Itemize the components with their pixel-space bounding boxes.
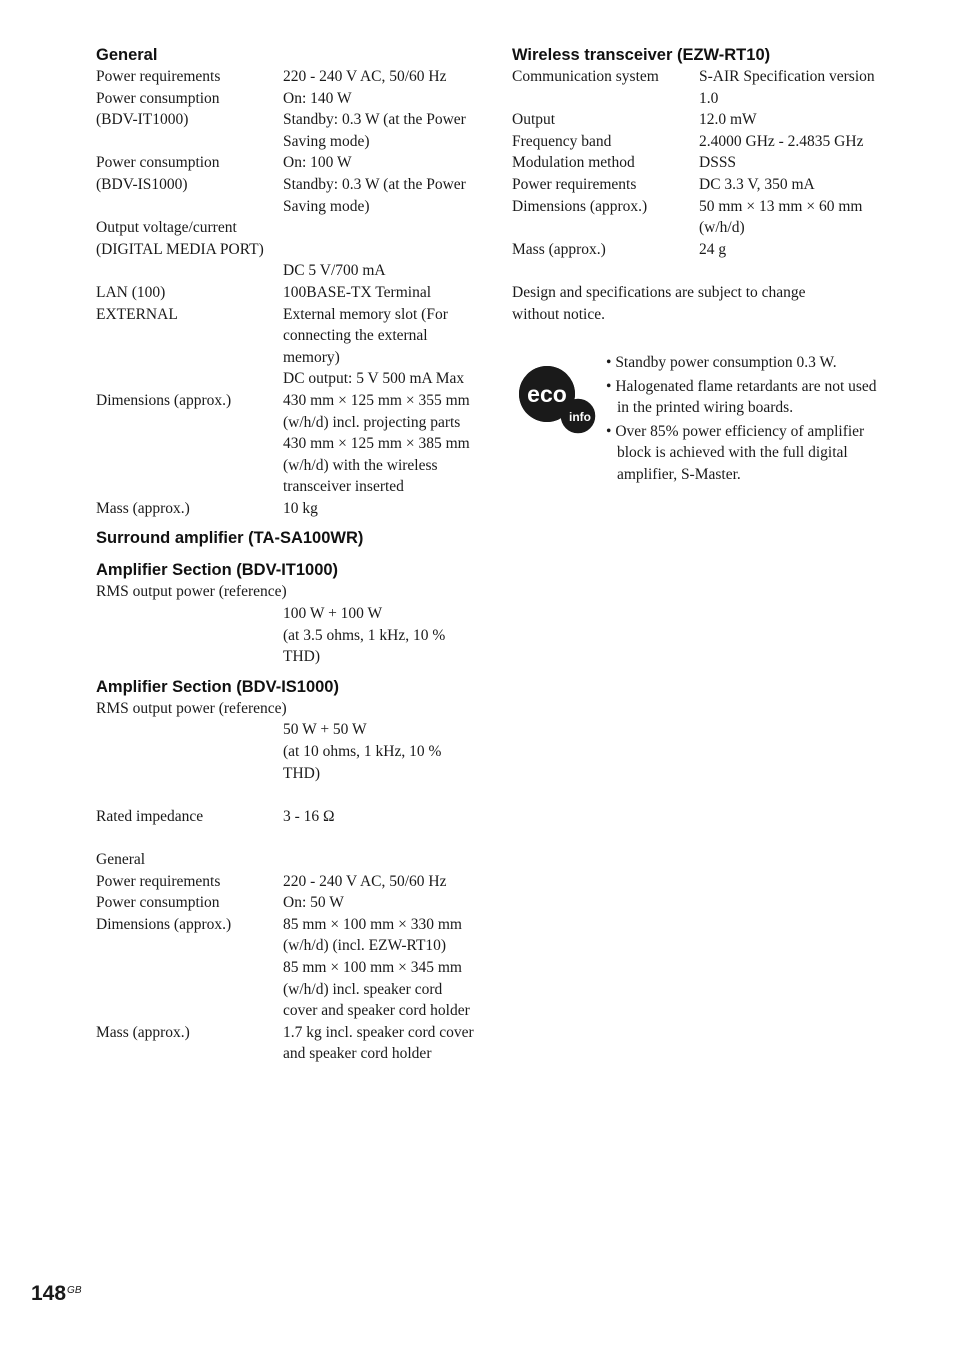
wireless-spec-table [512, 66, 892, 260]
general2-spec-value: On: 50 W [283, 894, 344, 912]
rated-impedance-row [96, 806, 476, 828]
general-spec-value: 430 mm × 125 mm × 385 mm (w/h/d) with the wireless transceiver inserted [283, 435, 470, 496]
general-spec-row [96, 282, 476, 304]
amp-is-label: RMS output power (reference) [96, 699, 287, 717]
wireless-spec-label: Modulation method [512, 154, 635, 172]
general2-spec-label: Power requirements [96, 872, 221, 890]
wireless-spec-row [512, 174, 892, 196]
general-spec-value: DC output: 5 V 500 mA Max [283, 370, 465, 388]
general-spec-row [96, 260, 476, 282]
eco-bullet-list [606, 352, 890, 488]
general-spec-value: 10 kg [283, 499, 318, 517]
wireless-spec-label: Power requirements [512, 175, 637, 193]
amp-it-value2: (at 3.5 ohms, 1 kHz, 10 % THD) [283, 626, 446, 666]
general-spec-value: 220 - 240 V AC, 50/60 Hz [283, 68, 447, 85]
page-number: $148^{GB}$ [31, 1282, 82, 1305]
wireless-spec-row [512, 239, 892, 261]
general-spec-row [96, 217, 476, 239]
general-spec-value: Standby: 0.3 W (at the Power Saving mode) [283, 111, 466, 150]
amplifier-it-heading: Amplifier Section (BDV-IT1000) [96, 561, 339, 580]
wireless-spec-row [512, 152, 892, 174]
general2-spec-label: Mass (approx.) [96, 1023, 190, 1041]
general-spec-value: 100BASE-TX Terminal [283, 283, 432, 301]
svg-text:info: info [569, 410, 591, 424]
general2-spec-label: Dimensions (approx.) [96, 915, 232, 933]
general-spec-label: (DIGITAL MEDIA PORT) [96, 240, 264, 258]
general2-spec-label [96, 957, 283, 1022]
general-spec-value: 430 mm × 125 mm × 355 mm (w/h/d) incl. projecting parts [283, 391, 470, 431]
wireless-spec-label: Frequency band [512, 132, 612, 150]
general-spec-value [283, 239, 476, 261]
general-spec-value: On: 140 W [283, 89, 352, 107]
surround-amplifier-heading: Surround amplifier (TA-SA100WR) [96, 529, 364, 548]
general-spec-label [96, 260, 283, 282]
general-spec-row [96, 239, 476, 261]
general-spec-row [96, 152, 476, 174]
spec-change-notice: Design and specifications are subject to change without notice. [512, 283, 806, 323]
eco-bullet-item: • Over 85% power efficiency of amplifier block is achieved with the full digital amplifier, S-Master. [606, 421, 890, 486]
general2-spec-value: 85 mm × 100 mm × 330 mm (w/h/d) (incl. EZW-RT10) [283, 915, 462, 955]
general-spec-row [96, 304, 476, 369]
general-spec-row [96, 88, 476, 110]
general-spec-label: EXTERNAL [96, 305, 178, 323]
general-spec-row [96, 390, 476, 433]
amp-is-value1: 50 W + 50 W [283, 721, 367, 739]
general-spec-row [96, 498, 476, 520]
wireless-spec-value: 24 g [699, 240, 727, 258]
eco-bullet-item: • Standby power consumption 0.3 W. [606, 352, 890, 374]
general-spec-label [96, 368, 283, 390]
eco-info-logo [516, 360, 598, 438]
general-spec-row [96, 109, 476, 152]
general-spec-label: Dimensions (approx.) [96, 391, 232, 409]
wireless-spec-label: Communication system [512, 68, 659, 85]
wireless-spec-value: 50 mm × 13 mm × 60 mm (w/h/d) [699, 197, 863, 237]
general2-spec-label: Power consumption [96, 894, 220, 912]
left-column [96, 44, 476, 1065]
general-spec-label: Output voltage/current [96, 219, 237, 237]
wireless-spec-label: Dimensions (approx.) [512, 197, 648, 215]
svg-text:eco: eco [527, 381, 567, 407]
general-spec-value [283, 217, 476, 239]
rated-impedance-value: 3 - 16 Ω [283, 807, 335, 825]
general-spec-row [96, 174, 476, 217]
wireless-spec-row [512, 66, 892, 109]
eco-bullet-item: • Halogenated flame retardants are not used in the printed wiring boards. [606, 376, 890, 419]
general-spec-label: Power consumption [96, 154, 220, 172]
general2-spec-row [96, 892, 476, 914]
general-spec-label: (BDV-IS1000) [96, 175, 188, 193]
general2-spec-table [96, 871, 476, 1065]
wireless-spec-row [512, 196, 892, 239]
amp-is-value2: (at 10 ohms, 1 kHz, 10 % THD) [283, 743, 442, 782]
wireless-spec-value: S-AIR Specification version 1.0 [699, 68, 875, 107]
general2-spec-row [96, 871, 476, 893]
general-spec-label: (BDV-IT1000) [96, 111, 189, 129]
general2-spec-row [96, 914, 476, 957]
general-spec-row [96, 66, 476, 88]
wireless-spec-label: Mass (approx.) [512, 240, 606, 258]
wireless-spec-value: DSSS [699, 154, 737, 172]
general-spec-table [96, 66, 476, 519]
amp-it-value1: 100 W + 100 W [283, 605, 383, 623]
general2-spec-row [96, 1022, 476, 1065]
general-spec-row [96, 368, 476, 390]
amp-it-label: RMS output power (reference) [96, 583, 287, 601]
general-spec-label: Mass (approx.) [96, 499, 190, 517]
right-column [512, 44, 892, 325]
rated-impedance-label: Rated impedance [96, 807, 204, 825]
wireless-spec-value: 2.4000 GHz - 2.4835 GHz [699, 132, 864, 150]
general-heading: General [96, 46, 158, 64]
general2-label: General [96, 851, 146, 868]
wireless-spec-row [512, 109, 892, 131]
wireless-heading: Wireless transceiver (EZW-RT10) [512, 46, 771, 64]
general-spec-value: External memory slot (For connecting the external memory) [283, 305, 448, 366]
general-spec-label [96, 433, 283, 498]
general2-spec-value: 85 mm × 100 mm × 345 mm (w/h/d) incl. speaker cord cover and speaker cord holder [283, 958, 470, 1020]
general-spec-label: LAN (100) [96, 283, 166, 301]
wireless-spec-label: Output [512, 111, 556, 129]
wireless-spec-value: 12.0 mW [699, 111, 757, 129]
wireless-spec-row [512, 131, 892, 153]
general-spec-label: Power requirements [96, 68, 221, 85]
amplifier-is-heading: Amplifier Section (BDV-IS1000) [96, 677, 339, 696]
general-spec-value: Standby: 0.3 W (at the Power Saving mode) [283, 175, 466, 215]
general-spec-label: Power consumption [96, 89, 220, 107]
general-spec-value: DC 5 V/700 mA [283, 262, 386, 280]
general-spec-row [96, 433, 476, 498]
wireless-spec-value: DC 3.3 V, 350 mA [699, 175, 815, 193]
general2-spec-value: 220 - 240 V AC, 50/60 Hz [283, 872, 447, 890]
general2-spec-row [96, 957, 476, 1022]
general-spec-value: On: 100 W [283, 154, 352, 172]
general2-spec-value: 1.7 kg incl. speaker cord cover and speaker cord holder [283, 1023, 474, 1063]
